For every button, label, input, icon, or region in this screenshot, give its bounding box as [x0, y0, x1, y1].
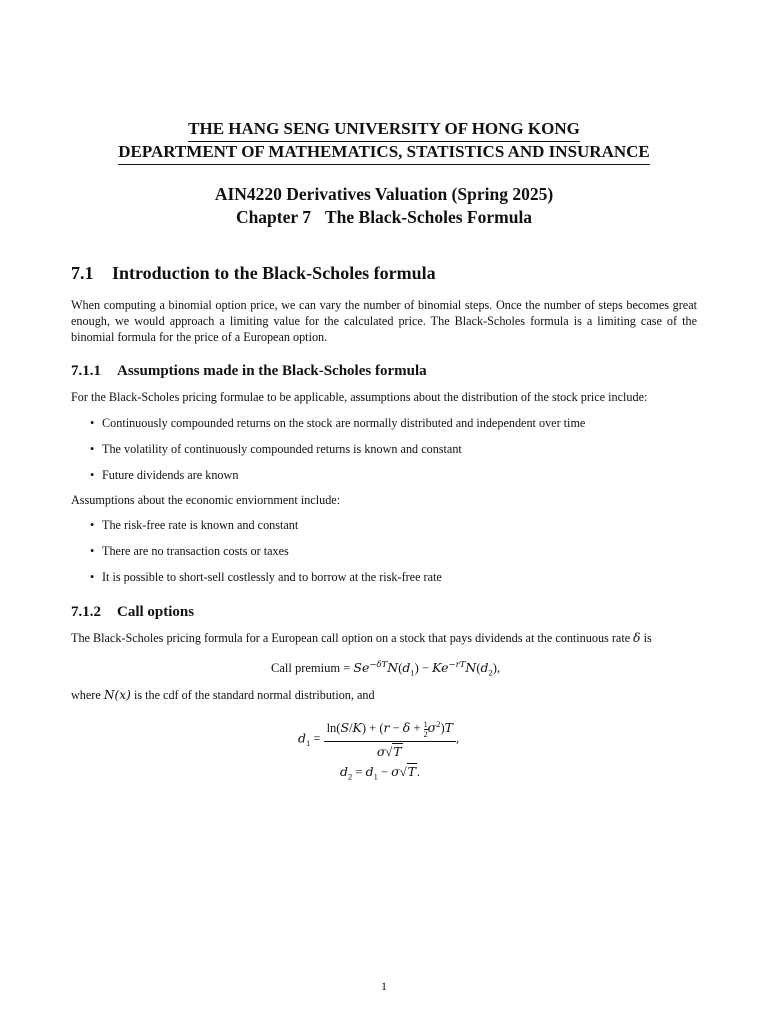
list-item: • Future dividends are known [90, 468, 239, 482]
course-title: AIN4220 Derivatives Valuation (Spring 2025) [214, 184, 554, 204]
intro-paragraph: When computing a binomial option price, we can vary the number of binomial steps. Once the number of steps becomes great enough, we would approach a limiting value for the calculated price. The Black-Scholes formula is a limiting case of the binomial formula for the price of a European option. [71, 298, 697, 344]
section-heading-7-1: 7.1 Introduction to the Black-Scholes formula [71, 263, 436, 283]
list-item: • It is possible to short-sell costlessly and to borrow at the risk-free rate [90, 570, 442, 584]
chapter-number: Chapter 7 [235, 207, 311, 227]
list-item: • The volatility of continuously compounded returns is known and constant [90, 442, 462, 456]
d1-formula: $d_1$ = ln(S/K) + (r − δ + $\frac{1}{2}$ $\sigma^2)T$ σ√T , [298, 719, 460, 759]
department-name: DEPARTMENT OF MATHEMATICS, STATISTICS AND INSURANCE [0, 141, 768, 165]
chapter-name: The Black-Scholes Formula [324, 207, 533, 227]
page-number: 1 [381, 979, 387, 993]
call-option-intro: The Black-Scholes pricing formula for a European call option on a stock that pays dividends at the continuous rate δ is [71, 631, 652, 645]
economic-assumptions-intro: Assumptions about the economic enviornment include: [71, 493, 341, 507]
normal-cdf-note: where N(x) is the cdf of the standard normal distribution, and [71, 688, 375, 702]
call-premium-formula: Call premium = $Se^{-\delta T}N(d_1) - Ke^{-rT}N(d_2)$, [271, 660, 501, 678]
university-name: THE HANG SENG UNIVERSITY OF HONG KONG [0, 118, 768, 142]
section-heading-7-1-1: 7.1.1 Assumptions made in the Black-Scholes formula [71, 363, 427, 379]
d2-formula: $d_2 = d_1 - \sigma√T$. [340, 764, 421, 782]
assumptions-intro: For the Black-Scholes pricing formulae to be applicable, assumptions about the distribution of the stock price include: [71, 390, 648, 404]
chapter-title [0, 206, 768, 228]
list-item: • The risk-free rate is known and constant [90, 518, 299, 532]
section-heading-7-1-2: 7.1.2 Call options [71, 604, 195, 620]
list-item: • Continuously compounded returns on the stock are normally distributed and independent over time [90, 416, 586, 430]
list-item: • There are no transaction costs or taxes [90, 544, 289, 558]
